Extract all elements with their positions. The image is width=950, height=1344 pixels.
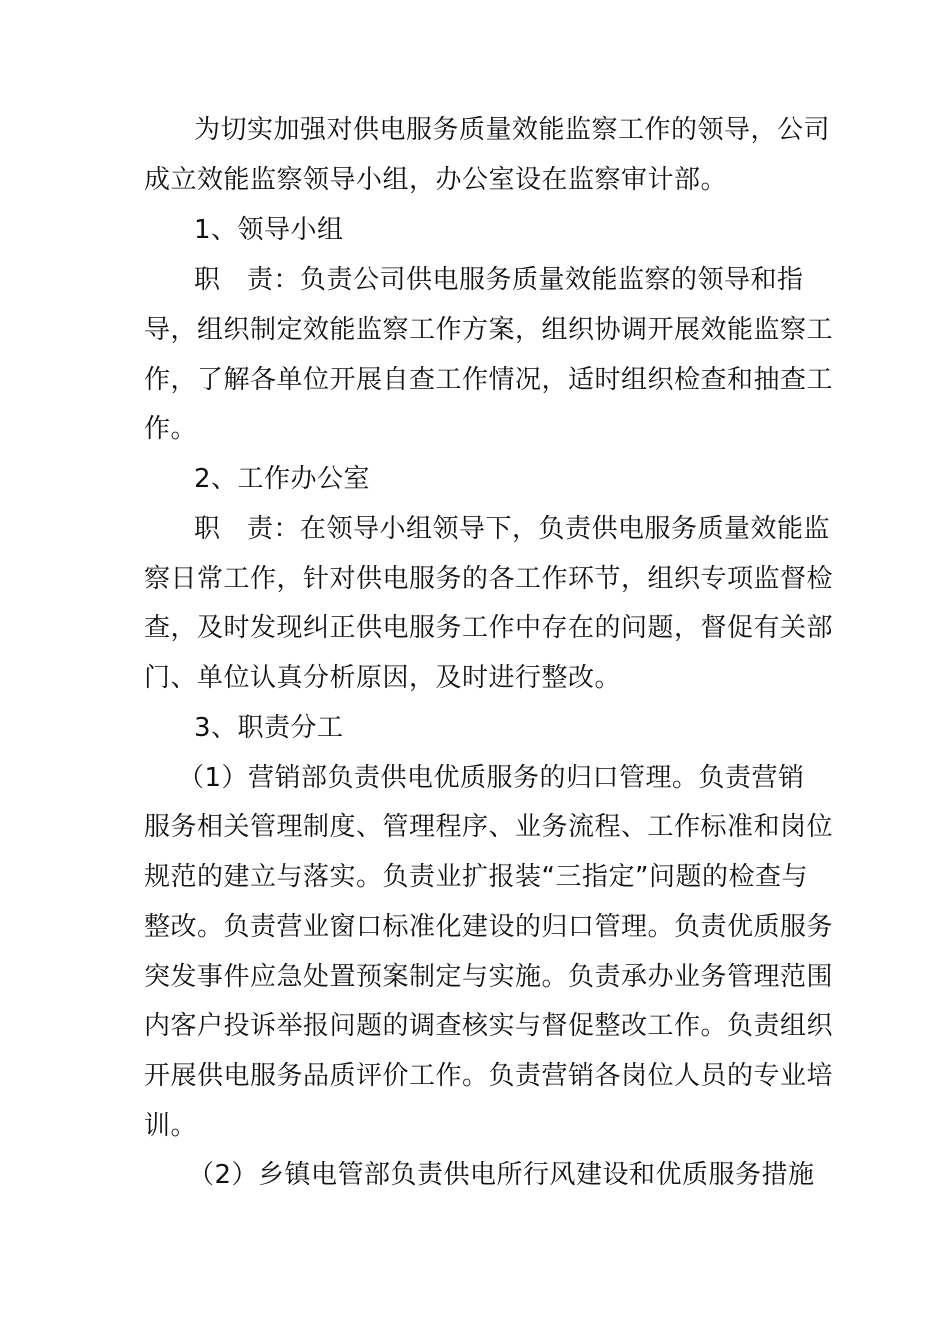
text-line: 训。 (144, 1111, 198, 1141)
section-heading: 2、工作办公室 (194, 464, 371, 494)
text-line: （1）营销部负责供电优质服务的归口管理。负责营销 (178, 763, 805, 793)
text-line: 规范的建立与落实。负责业扩报装“三指定”问题的检查与 (144, 862, 808, 892)
section-heading: 3、职责分工 (194, 713, 344, 743)
text-line: 突发事件应急处置预案制定与实施。负责承办业务管理范围 (144, 962, 834, 992)
text-line: 为切实加强对供电服务质量效能监察工作的领导，公司 (194, 115, 831, 145)
section-heading: 1、领导小组 (194, 215, 344, 245)
text-line: 成立效能监察领导小组，办公室设在监察审计部。 (144, 165, 728, 195)
text-line: 查，及时发现纠正供电服务工作中存在的问题，督促有关部 (144, 613, 834, 643)
text-line: 作，了解各单位开展自查工作情况，适时组织检查和抽查工 (144, 365, 834, 395)
text-line: 职 责：负责公司供电服务质量效能监察的领导和指 (194, 265, 804, 295)
text-line: 整改。负责营业窗口标准化建设的归口管理。负责优质服务 (144, 912, 834, 942)
text-line: （2）乡镇电管部负责供电所行风建设和优质服务措施 (188, 1160, 815, 1190)
text-line: 导，组织制定效能监察工作方案，组织协调开展效能监察工 (144, 315, 834, 345)
text-line: 开展供电服务品质评价工作。负责营销各岗位人员的专业培 (144, 1061, 834, 1091)
text-line: 职 责：在领导小组领导下，负责供电服务质量效能监 (194, 514, 831, 544)
text-line: 察日常工作，针对供电服务的各工作环节，组织专项监督检 (144, 564, 834, 594)
text-line: 作。 (144, 414, 198, 444)
text-line: 门、单位认真分析原因，及时进行整改。 (144, 663, 622, 693)
text-line: 内客户投诉举报问题的调查核实与督促整改工作。负责组织 (144, 1011, 834, 1041)
text-line: 服务相关管理制度、管理程序、业务流程、工作标准和岗位 (144, 812, 834, 842)
